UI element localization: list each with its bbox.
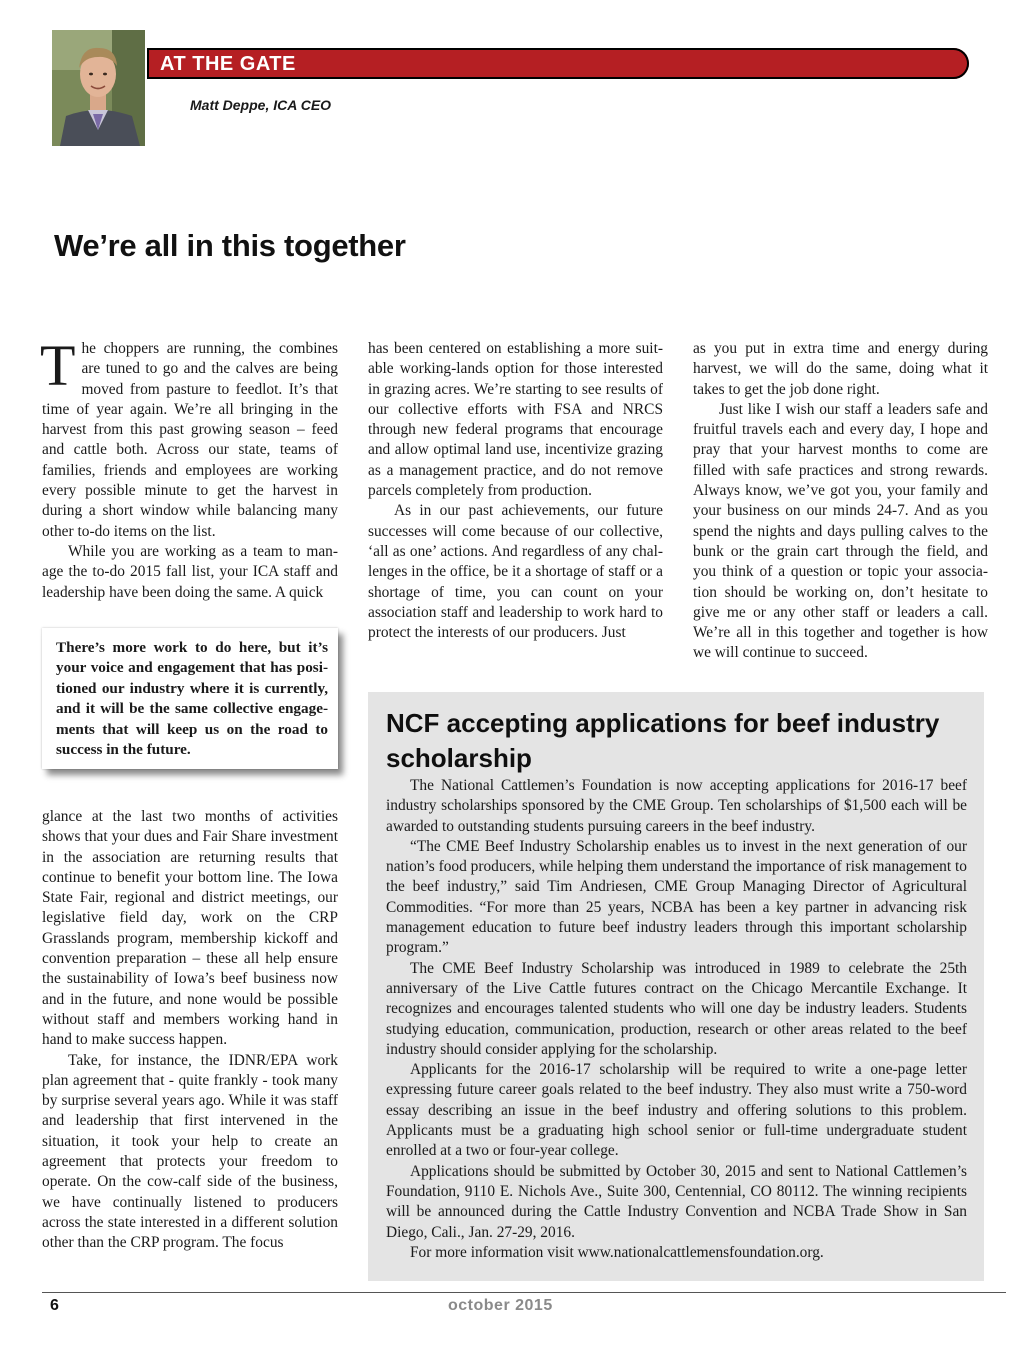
sidebar-paragraph: The National Cattlemen’s Foundation is now accepting applications for 2016-17 beef industry scholarships sponsored by the CME Group. Ten scholarships of $1,500 each will be awarded to outstanding students pursuing careers in the beef industry. (386, 777, 967, 835)
sidebar-paragraph: “The CME Beef Industry Scholarship enables us to invest in the next generation of our nation’s food producers, while helping them understand the importance of risk management to the beef industry,” said Tim Andriesen, CME Group Managing Director of Agricultural Commodities. “For more than 25 years, NCBA has been a key partner in advancing risk management education to future beef industry leaders through this important scholarship program.” (386, 837, 967, 957)
sidebar-paragraph: The CME Beef Industry Scholarship was introduced in 1989 to celebrate the 25th anniversary of the Live Cattle futures contract on the Chicago Mercantile Exchange. It recognizes and encourages talented students who will one day be industry leaders. Students studying education, communication, production, research or other areas related to the beef industry should consider applying for the scholarship. (386, 959, 967, 1058)
article-paragraph: Just like I wish our staff a leaders safe and fruitful travels each and every day, I hope and pray that your harvest months to come are filled with safe practices and strong rewards. Always know, we’ve got you, your family and your business on our minds 24-7. And as you spend the nights and days pulling calves to the bunk or the grain cart through the field, and you think of a question or topic your association should be working on, don’t hesitate to give me or any other staff or leaders a call. We’re all in this together and together is how we will continue to succeed. (693, 400, 988, 662)
author-portrait-image (52, 30, 145, 146)
sidebar-title: NCF accepting applications for beef industry scholarship (386, 708, 940, 773)
article-headline: We’re all in this together (54, 228, 406, 263)
article-column-2 (368, 339, 663, 643)
sidebar-body (386, 776, 967, 1263)
section-title: AT THE GATE (160, 53, 296, 75)
page-number: 6 (50, 1297, 59, 1314)
scholarship-sidebar (368, 692, 984, 1281)
article-paragraph: As in our past achievements, our future successes will come because of our collective, ‘all as one’ actions. And regardless of any challenges in the office, be it a shortage of staff or a shortage of time, you can count on your association staff and leadership to work hard to protect the interests of our producers. Just (368, 502, 663, 642)
article-paragraph (40, 333, 338, 542)
pull-quote-box (42, 628, 338, 769)
byline: Matt Deppe, ICA CEO (190, 97, 332, 113)
drop-cap: T (40, 333, 76, 398)
footer-divider (42, 1292, 1006, 1293)
article-paragraph: Take, for instance, the IDNR/EPA work plan agreement that - quite frankly - took many by surprise several years ago. While it was staff and leadership that first intervened in the situation, it took your help to create an agreement that protects your freedom to operate. On the cow-calf side of the business, we have continually listened to producers across the state interested in a different solution other than the CRP program. The focus (42, 1051, 338, 1252)
article-paragraph: as you put in extra time and energy during harvest, we will do the same, doing what it takes to get the job done right. (693, 340, 988, 398)
article-paragraph: glance at the last two months of activities shows that your dues and Fair Share investment in the association are returning results that continue to benefit your bottom line. The Iowa State Fair, regional and district meetings, our legislative field day, work on the CRP Grasslands program, membership kickoff and convention preparation – these all help ensure the sustainability of Iowa’s beef business now and in the future, and none would be possible without staff and members working hand in hand to make success happen. (42, 808, 338, 1049)
sidebar-paragraph: Applications should be submitted by October 30, 2015 and sent to National Cattlemen’s Foundation, 9110 E. Nichols Ave., Suite 300, Centennial, CO 80112. The winning recipients will be announced during the Cattle Industry Convention and NCBA Trade Show in San Diego, Cali., Jan. 27-29, 2016. (386, 1162, 967, 1241)
article-column-3 (693, 339, 988, 664)
author-photo (52, 30, 145, 146)
article-paragraph: While you are working as a team to manage the to-do 2015 fall list, your ICA staff and leadership have been doing the same. A quick (42, 542, 338, 601)
issue-date: october 2015 (448, 1297, 553, 1314)
article-column-1-top (40, 333, 338, 603)
pull-quote-text: There’s more work to do here, but it’s your voice and engagement that has positioned our industry where it is currently, and it will be the same collective engagements that will keep us on the road to success in the future. (56, 639, 328, 759)
paragraph-text: he choppers are running, the combines are tuned to go and the calves are being moved from pasture to feedlot. It’s that time of year again. We’re all bringing in the harvest from this past growing season – feed and cattle both. Across our state, teams of families, friends and employees are working every possible minute to get the harvest in during a short window while balancing many other to-do items on the list. (42, 340, 338, 540)
sidebar-paragraph: For more information visit www.nationalcattlemensfoundation.org. (410, 1243, 824, 1261)
article-column-1-bottom (42, 807, 338, 1254)
article-paragraph: has been centered on establishing a more suitable working-lands option for those interested in grazing acres. We’re starting to see results of our collective efforts with FSA and NRCS through new federal programs that encourage and allow optimal land use, incentivize grazing as a management practice, and do not remove parcels completely from production. (368, 340, 663, 500)
sidebar-paragraph: Applicants for the 2016-17 scholarship will be required to write a one-page letter expressing future career goals related to the beef industry. They also must write a 750-word essay describing an issue in the beef industry and offering solutions to this problem. Applicants must be a graduating high school senior or full-time undergraduate student enrolled at a two or four-year college. (386, 1061, 967, 1160)
